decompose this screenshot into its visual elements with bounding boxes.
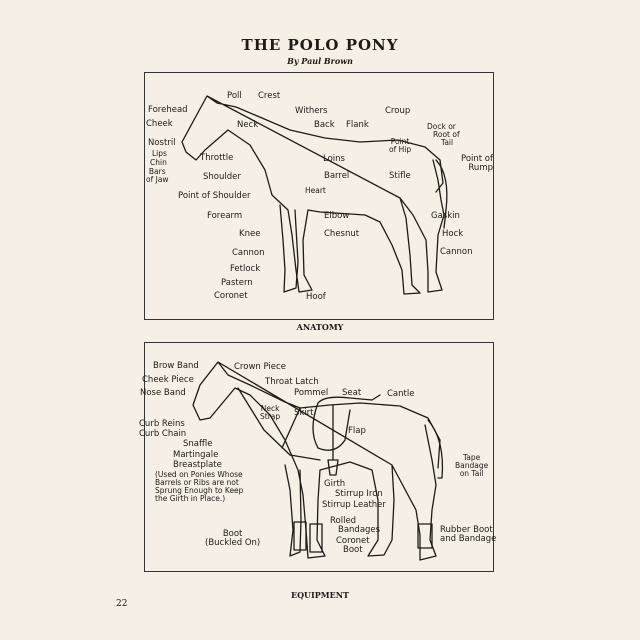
label-forehead: Forehead [148,105,188,115]
label-girth: Girth [324,479,346,489]
label-fetlock: Fetlock [230,264,261,274]
label-throttle: Throttle [200,153,234,163]
label-cheek: Cheek [146,119,173,129]
label-forearm: Forearm [207,211,243,221]
label-gaskin: Gaskin [431,211,460,221]
label-stifle: Stifle [389,171,411,181]
label-throat-latch: Throat Latch [265,377,319,387]
label-point-of-rump: Point of Rump [461,154,493,173]
label-martingale: Martingale [173,450,219,460]
label-croup: Croup [385,106,411,116]
byline: By Paul Brown [287,56,353,66]
label-chin: Chin [150,158,167,167]
label-crest: Crest [258,91,281,101]
label-cannon-hind: Cannon [440,247,473,257]
label-tape-bandage: Tape Bandage on Tail [455,453,489,478]
label-elbow: Elbow [324,211,350,221]
label-rubber-boot: Rubber Boot and Bandage [440,525,497,544]
page-title: THE POLO PONY [241,36,399,54]
label-snaffle: Snaffle [183,439,213,449]
label-stirrup-iron: Stirrup Iron [335,489,383,499]
label-dock: Dock or Root of Tail [427,122,460,147]
label-hock: Hock [442,229,464,239]
label-nose-band: Nose Band [140,388,186,398]
label-knee: Knee [239,229,261,239]
label-flap: Flap [348,426,366,436]
label-poll: Poll [227,91,242,101]
label-withers: Withers [295,106,328,116]
label-coronet: Coronet [214,291,248,301]
label-hoof: Hoof [306,292,326,302]
label-lips: Lips [152,149,167,158]
label-breastplate: Breastplate [173,460,222,470]
label-cannon-front: Cannon [232,248,265,258]
label-barrel: Barrel [324,171,350,181]
label-stirrup-leather: Stirrup Leather [322,500,386,510]
label-bars-of-jaw: Bars of Jaw [146,167,169,184]
label-back: Back [314,120,335,130]
equipment-caption: EQUIPMENT [290,590,350,600]
label-loins: Loins [323,154,345,164]
label-boot: Boot (Buckled On) [205,529,261,548]
label-curb-reins: Curb Reins [139,419,185,429]
label-heart: Heart [305,186,326,195]
label-coronet-boot: Coronet Boot [336,536,370,555]
label-seat: Seat [342,388,362,398]
label-crown-piece: Crown Piece [234,362,286,372]
label-skirt: Skirt [294,408,314,418]
page-number: 22 [116,599,128,609]
label-nostril: Nostril [148,138,176,148]
label-neck-strap: Neck Strap [260,404,281,421]
anatomy-caption: ANATOMY [296,322,344,332]
label-curb-chain: Curb Chain [139,429,187,439]
label-cantle: Cantle [387,389,415,399]
label-shoulder: Shoulder [203,172,241,182]
label-brow-band: Brow Band [153,361,199,371]
label-rolled-bandages: Rolled Bandages [330,516,381,535]
label-point-of-hip: Point of Hip [389,137,412,154]
label-neck: Neck [237,120,259,130]
label-chesnut: Chesnut [324,229,360,239]
label-point-of-shoulder: Point of Shoulder [178,191,251,201]
label-pommel: Pommel [294,388,329,398]
label-pastern: Pastern [221,278,253,288]
label-cheek-piece: Cheek Piece [142,375,194,385]
label-flank: Flank [346,120,369,130]
label-breastplate-note: (Used on Ponies Whose Barrels or Ribs are not Sprung Enough to Keep the Girth in Place.) [155,470,244,503]
